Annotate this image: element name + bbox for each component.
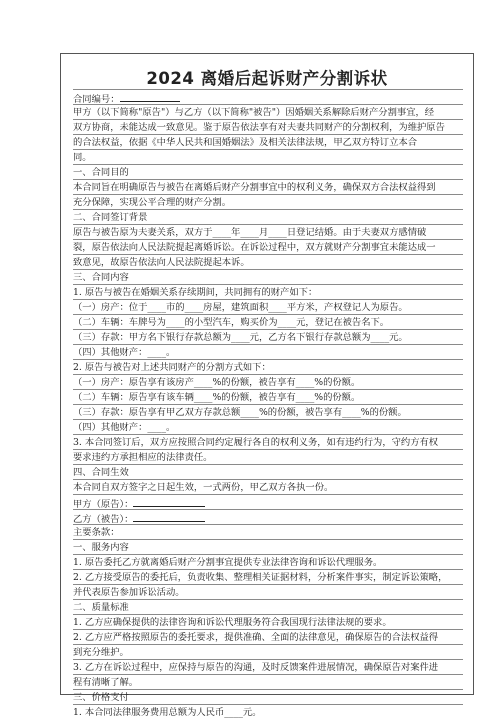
contract-line: （一）房产：位于____市的____房屋，建筑面积____平方米，产权登记人为原告。 <box>73 299 463 315</box>
contract-line: 甲方（以下简称"原告"）与乙方（以下简称"被告"）因婚姻关系解除后财产分割事宜，经 <box>73 104 463 120</box>
contract-line: （二）车辆：原告享有该车辆____%的份额，被告享有____%的份额。 <box>73 389 463 405</box>
contract-line: 本合同旨在明确原告与被告在离婚后财产分割事宜中的权利义务，确保双方合法权益得到 <box>73 179 463 195</box>
contract-line: 程有清晰了解。 <box>73 674 463 690</box>
contract-line: 一、服务内容 <box>73 539 463 555</box>
contract-line: 到充分维护。 <box>73 644 463 660</box>
contract-line: （四）其他财产：____。 <box>73 344 463 360</box>
contract-line: 本合同自双方签字之日起生效，一式两份，甲乙双方各执一份。 <box>73 479 463 495</box>
contract-line: 二、质量标准 <box>73 599 463 615</box>
blank-underline[interactable] <box>133 495 205 507</box>
contract-line: 二、合同签订背景 <box>73 209 463 225</box>
party-a-signature-line: 甲方（原告）： <box>73 494 463 510</box>
contract-line: 2. 乙方应严格按照原告的委托要求，提供准确、全面的法律意见，确保原告的合法权益得 <box>73 629 463 645</box>
contract-line: 1. 乙方应确保提供的法律咨询和诉讼代理服务符合我国现行法律法规的要求。 <box>73 614 463 630</box>
party-b-signature-line: 乙方（被告）： <box>73 509 463 525</box>
contract-line: 3. 乙方在诉讼过程中，应保持与原告的沟通，及时反馈案件进展情况，确保原告对案件进 <box>73 659 463 675</box>
blank-underline[interactable] <box>120 90 180 102</box>
contract-line: 的合法权益，依据《中华人民共和国婚姻法》及相关法律法规，甲乙双方特订立本合 <box>73 134 463 150</box>
contract-line: 同。 <box>73 149 463 165</box>
contract-line: 双方协商，未能达成一致意见。鉴于原告依法享有对夫妻共同财产的分割权利，为维护原告 <box>73 119 463 135</box>
contract-line: （二）车辆：车牌号为____的小型汽车，购买价为____元，登记在被告名下。 <box>73 314 463 330</box>
contract-line: 一、合同目的 <box>73 164 463 180</box>
contract-line: 四、合同生效 <box>73 464 463 480</box>
page-title: 2024 离婚后起诉财产分割诉状 <box>146 69 388 88</box>
contract-line: 1. 原告委托乙方就离婚后财产分割事宜提供专业法律咨询和诉讼代理服务。 <box>73 554 463 570</box>
contract-line: 并代表原告参加诉讼活动。 <box>73 584 463 600</box>
contract-line: 致意见，故原告依法向人民法院提起本诉。 <box>73 254 463 270</box>
contract-number-line: 合同编号： <box>73 89 463 105</box>
contract-line: 充分保障，实现公平合理的财产分割。 <box>73 194 463 210</box>
contract-line: 1. 原告与被告在婚姻关系存续期间，共同拥有的财产如下： <box>73 284 463 300</box>
blank-underline[interactable] <box>133 510 205 522</box>
contract-line: 2. 原告与被告对上述共同财产的分割方式如下： <box>73 359 463 375</box>
contract-line: （三）存款：甲方名下银行存款总额为____元，乙方名下银行存款总额为____元。 <box>73 329 463 345</box>
contract-line: （一）房产：原告享有该房产____%的份额，被告享有____%的份额。 <box>73 374 463 390</box>
contract-line: （三）存款：原告享有甲乙双方存款总额____%的份额，被告享有____%的份额。 <box>73 404 463 420</box>
contract-line: （四）其他财产：____。 <box>73 419 463 435</box>
contract-line: 裂，原告依法向人民法院提起离婚诉讼。在诉讼过程中，双方就财产分割事宜未能达成一 <box>73 239 463 255</box>
contract-page <box>60 53 474 718</box>
contract-line: 1. 本合同法律服务费用总额为人民币____元。 <box>73 704 463 720</box>
contract-line: 主要条款： <box>73 524 463 540</box>
contract-line: 三、合同内容 <box>73 269 463 285</box>
contract-line: 三、价格支付 <box>73 689 463 705</box>
contract-line: 要求违约方承担相应的法律责任。 <box>73 449 463 465</box>
contract-line: 原告与被告原为夫妻关系，双方于____年____月____日登记结婚。由于夫妻双方感情破 <box>73 224 463 240</box>
contract-line: 3. 本合同签订后，双方应按照合同约定履行各自的权利义务，如有违约行为，守约方有权 <box>73 434 463 450</box>
contract-line: 2. 乙方接受原告的委托后，负责收集、整理相关证据材料，分析案件事实，制定诉讼策略， <box>73 569 463 585</box>
